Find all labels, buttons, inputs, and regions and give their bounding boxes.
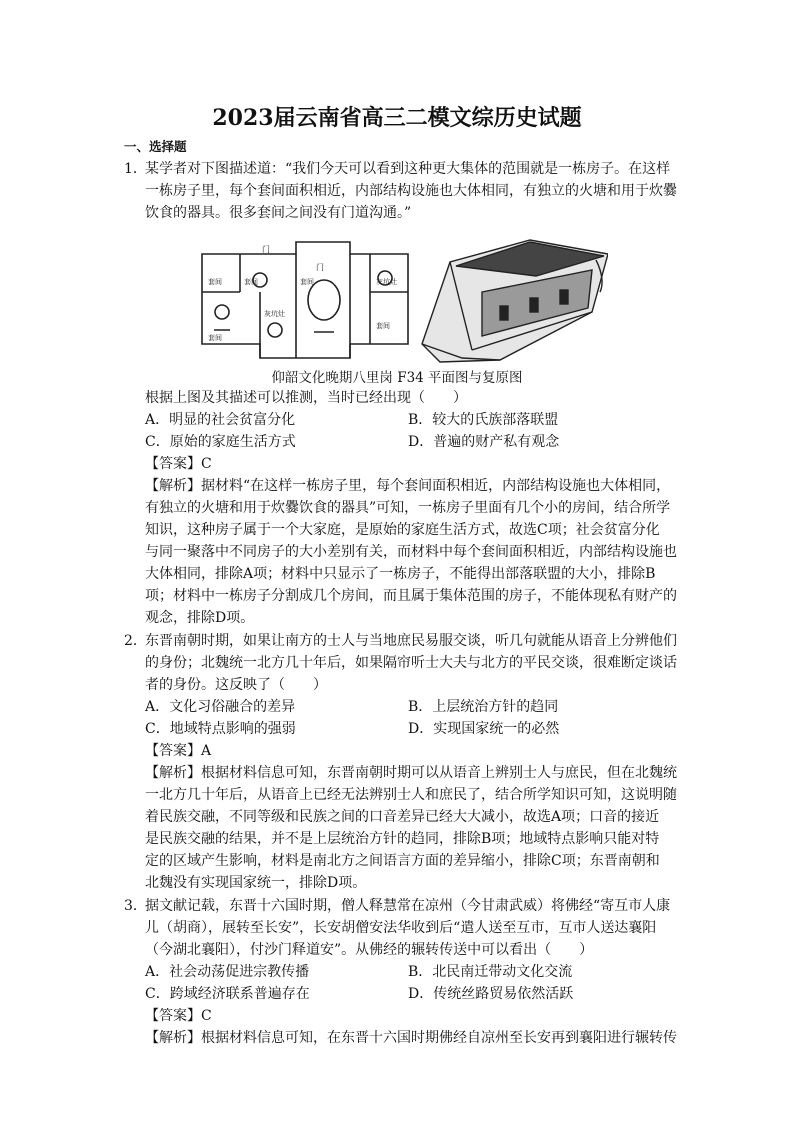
option-d: D．实现国家统一的必然 [408, 721, 560, 737]
answer: 【答案】A [145, 743, 212, 759]
answer: 【答案】C [145, 456, 212, 472]
floor-plan-drawing [202, 242, 408, 358]
question-text-line: 儿（胡商），展转至长安”，长安胡僧安法华收到后“遣人送至互市，互市人送达襄阳 [145, 920, 657, 936]
section-heading: 一、选择题 [124, 139, 187, 154]
question-text-line: 的身份；北魏统一北方几十年后，如果隔帘听士大夫与北方的平民交谈，很难断定谈话 [145, 655, 677, 671]
question-prompt: 根据上图及其描述可以推测，当时已经出现（ ） [145, 390, 467, 406]
option-a: A．文化习俗融合的差异 [145, 699, 296, 715]
figure-label-hearth: 灰坑灶 [376, 278, 397, 286]
option-d: D．传统丝路贸易依然活跃 [408, 986, 574, 1002]
figure-caption: 仰韶文化晚期八里岗 F34 平面图与复原图 [271, 370, 523, 386]
question-number: 3． [124, 898, 147, 914]
analysis-line: 知识，这种房子属于一个大家庭，是原始的家庭生活方式，故选C项；社会贫富分化 [145, 522, 660, 538]
analysis-line: 与同一聚落中不同房子的大小差别有关，而材料中每个套间面积相近，内部结构设施也 [145, 544, 677, 560]
figure-label-room: 套间 [244, 278, 258, 286]
option-b: B．上层统治方针的趋同 [408, 699, 559, 715]
analysis-line: 【解析】根据材料信息可知，在东晋十六国时期佛经自凉州至长安再到襄阳进行辗转传 [145, 1030, 677, 1046]
answer: 【答案】C [145, 1008, 212, 1024]
question-text-line: 某学者对下图描述道：“我们今天可以看到这种更大集体的范围就是一栋房子。在这样 [145, 161, 671, 177]
option-a: A．明显的社会贫富分化 [145, 412, 296, 428]
figure-label-hearth: 灰坑灶 [264, 310, 285, 318]
option-c: C．原始的家庭生活方式 [145, 434, 296, 450]
question-text-line: 据文献记载，东晋十六国时期，僧人释慧常在凉州（今甘肃武威）将佛经“寄互市人康 [145, 898, 671, 914]
archaeology-figure [200, 232, 608, 364]
figure-label-door: 门 [262, 245, 270, 254]
analysis-line: 项；材料中一栋房子分割成几个房间，而且属于集体范围的房子，不能体现私有财产的 [145, 588, 677, 604]
analysis-line: 有独立的火塘和用于炊爨饮食的器具”可知，一栋房子里面有几个小的房间，结合所学 [145, 500, 671, 516]
figure-label-room: 套间 [208, 278, 222, 286]
question-text-line: 饮食的器具。很多套间之间没有门道沟通。” [145, 205, 412, 221]
option-b: B．北民南迁带动文化交流 [408, 964, 573, 980]
option-a: A．社会动荡促进宗教传播 [145, 964, 310, 980]
analysis-line: 【解析】根据材料信息可知，东晋南朝时期可以从语音上辨别士人与庶民，但在北魏统 [145, 765, 677, 781]
analysis-line: 一北方几十年后，从语音上已经无法辨别士人和庶民了，结合所学知识可知，这说明随 [145, 787, 677, 803]
question-text-line: 者的身份。这反映了（ ） [145, 677, 327, 693]
option-c: C．地域特点影响的强弱 [145, 721, 296, 737]
analysis-line: 着民族交融，不同等级和民族之间的口音差异已经大大减小，故选A项；口音的接近 [145, 809, 660, 825]
figure-label-room: 套间 [208, 334, 222, 342]
option-b: B．较大的氏族部落联盟 [408, 412, 559, 428]
analysis-line: 定的区域产生影响，材料是南北方之间语言方面的差异缩小，排除C项；东晋南朝和 [145, 853, 660, 869]
analysis-line: 观念，排除D项。 [145, 610, 255, 626]
option-d: D．普遍的财产私有观念 [408, 434, 560, 450]
analysis-line: 大体相同，排除A项；材料中只显示了一栋房子，不能得出部落联盟的大小，排除B [145, 566, 656, 582]
question-number: 1． [124, 161, 147, 177]
analysis-line: 【解析】据材料“在这样一栋房子里，每个套间面积相近，内部结构设施也大体相同， [145, 478, 671, 494]
figure-label-door: 门 [316, 263, 324, 272]
question-text-line: 一栋房子里，每个套间面积相近，内部结构设施也大体相同，有独立的火塘和用于炊爨 [145, 183, 677, 199]
question-text-line: 东晋南朝时期，如果让南方的士人与当地庶民易服交谈，听几句就能从语音上分辨他们 [145, 633, 677, 649]
question-number: 2． [124, 633, 147, 649]
analysis-line: 北魏没有实现国家统一，排除D项。 [145, 875, 367, 891]
figure-label-room: 套间 [376, 322, 390, 330]
figure-label-room: 套间 [300, 278, 314, 286]
page-title: 2023届云南省高三二模文综历史试题 [212, 105, 582, 131]
question-text-line: （今湖北襄阳），付沙门释道安”。从佛经的辗转传送中可以看出（ ） [145, 942, 594, 958]
analysis-line: 是民族交融的结果，并不是上层统治方针的趋同，排除B项；地域特点影响只能对特 [145, 831, 660, 847]
reconstruction-drawing [422, 240, 608, 362]
option-c: C．跨域经济联系普遍存在 [145, 986, 310, 1002]
